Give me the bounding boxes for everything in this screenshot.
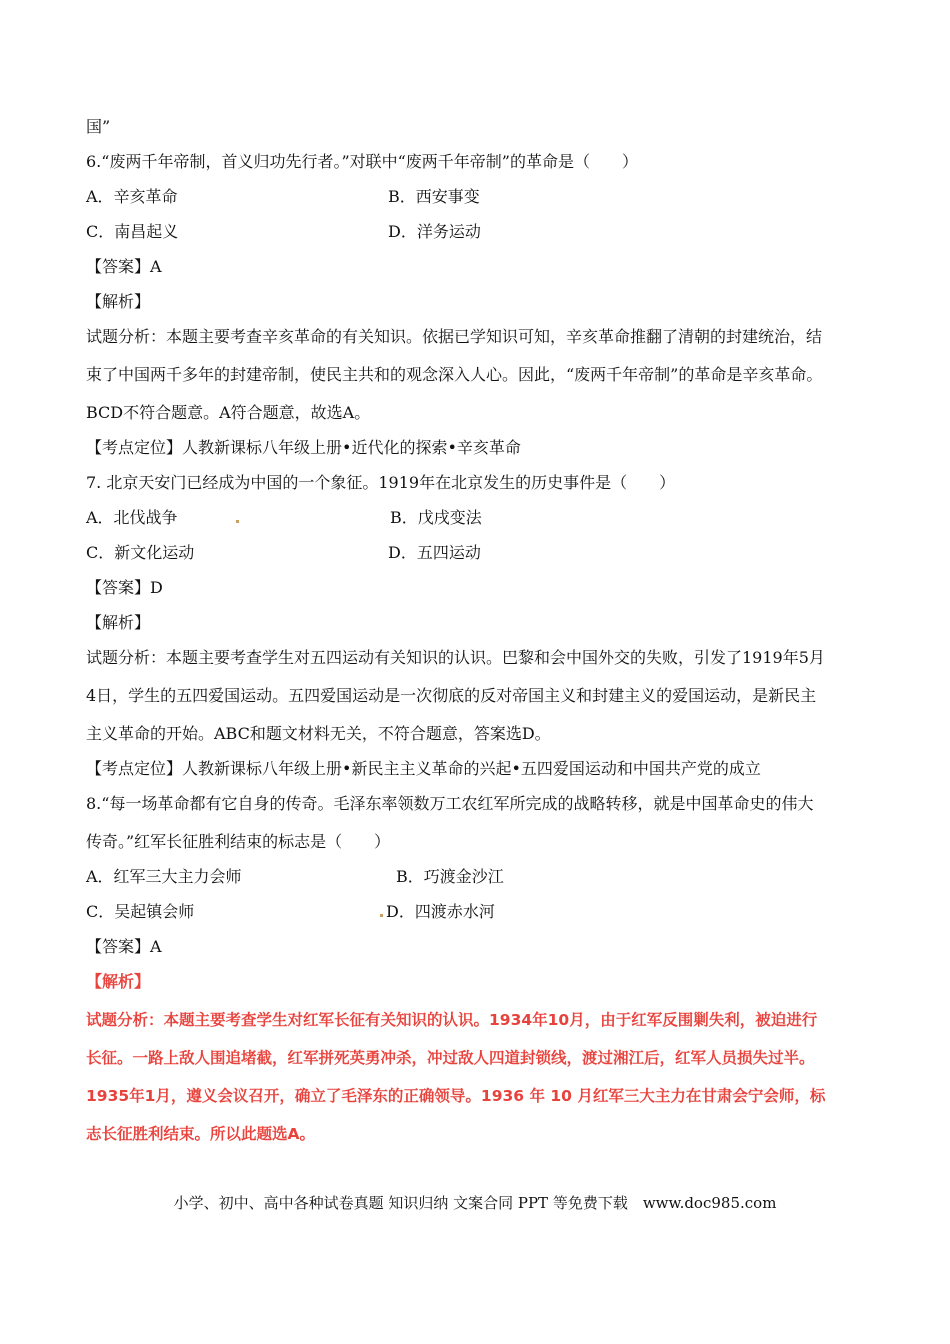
analysis-text: 主义革命的开始。ABC和题文材料无关，不符合题意，答案选D。 [86, 724, 551, 743]
answer: 【答案】A [86, 257, 162, 276]
text-line: 国” [86, 117, 111, 136]
option-a: A．辛亥革命 [86, 187, 178, 206]
analysis-text: 1935年1月，遵义会议召开，确立了毛泽东的正确领导。1936 年 10 月红军三大主力在甘肃会宁会师，标 [86, 1087, 826, 1105]
question-7: 7. 北京天安门已经成为中国的一个象征。1919年在北京发生的历史事件是（ ） [86, 473, 676, 492]
analysis-text: 试题分析：本题主要考查学生对五四运动有关知识的认识。巴黎和会中国外交的失败，引发了1919年5月 [86, 648, 825, 667]
option-d: D．四渡赤水河 [386, 902, 495, 921]
question-8: 8.“每一场革命都有它自身的传奇。毛泽东率领数万工农红军所完成的战略转移，就是中国革命史的伟大 [86, 794, 814, 813]
stray-dot [236, 520, 239, 523]
option-a: A．北伐战争 [86, 508, 178, 527]
question-8: 传奇。”红军长征胜利结束的标志是（ ） [86, 832, 391, 851]
analysis-text: BCD不符合题意。A符合题意，故选A。 [86, 403, 371, 422]
analysis-text: 长征。一路上敌人围追堵截，红军拼死英勇冲杀，冲过敌人四道封锁线，渡过湘江后，红军人员损失过半。 [86, 1049, 815, 1067]
knowledge-point: 【考点定位】人教新课标八年级上册•新民主主义革命的兴起•五四爱国运动和中国共产党的成立 [86, 759, 761, 778]
analysis-heading: 【解析】 [86, 613, 151, 632]
option-b: B．戊戌变法 [390, 508, 482, 527]
option-a: A．红军三大主力会师 [86, 867, 242, 886]
analysis-text: 4日，学生的五四爱国运动。五四爱国运动是一次彻底的反对帝国主义和封建主义的爱国运动，是新民主 [86, 686, 817, 705]
analysis-text: 志长征胜利结束。所以此题选A。 [86, 1125, 315, 1143]
option-b: B．巧渡金沙江 [396, 867, 504, 886]
question-6: 6.“废两千年帝制，首义归功先行者。”对联中“废两千年帝制”的革命是（ ） [86, 152, 638, 171]
option-c: C．南昌起义 [86, 222, 179, 241]
option-c: C．新文化运动 [86, 543, 195, 562]
page-footer: 小学、初中、高中各种试卷真题 知识归纳 文案合同 PPT 等免费下载 www.doc985.com [173, 1194, 777, 1212]
option-b: B．西安事变 [388, 187, 480, 206]
analysis-text: 束了中国两千多年的封建帝制，使民主共和的观念深入人心。因此，“废两千年帝制”的革命是辛亥革命。 [86, 365, 823, 384]
option-d: D．洋务运动 [388, 222, 481, 241]
analysis-text: 试题分析：本题主要考查学生对红军长征有关知识的认识。1934年10月，由于红军反围剿失利，被迫进行 [86, 1011, 818, 1029]
analysis-text: 试题分析：本题主要考查辛亥革命的有关知识。依据已学知识可知，辛亥革命推翻了清朝的封建统治，结 [86, 327, 823, 346]
stray-dot [380, 914, 383, 917]
option-d: D．五四运动 [388, 543, 481, 562]
answer: 【答案】A [86, 937, 162, 956]
answer: 【答案】D [86, 578, 163, 597]
analysis-heading: 【解析】 [86, 292, 151, 311]
analysis-heading: 【解析】 [86, 972, 151, 991]
knowledge-point: 【考点定位】人教新课标八年级上册•近代化的探索•辛亥革命 [86, 438, 521, 457]
option-c: C．吴起镇会师 [86, 902, 195, 921]
